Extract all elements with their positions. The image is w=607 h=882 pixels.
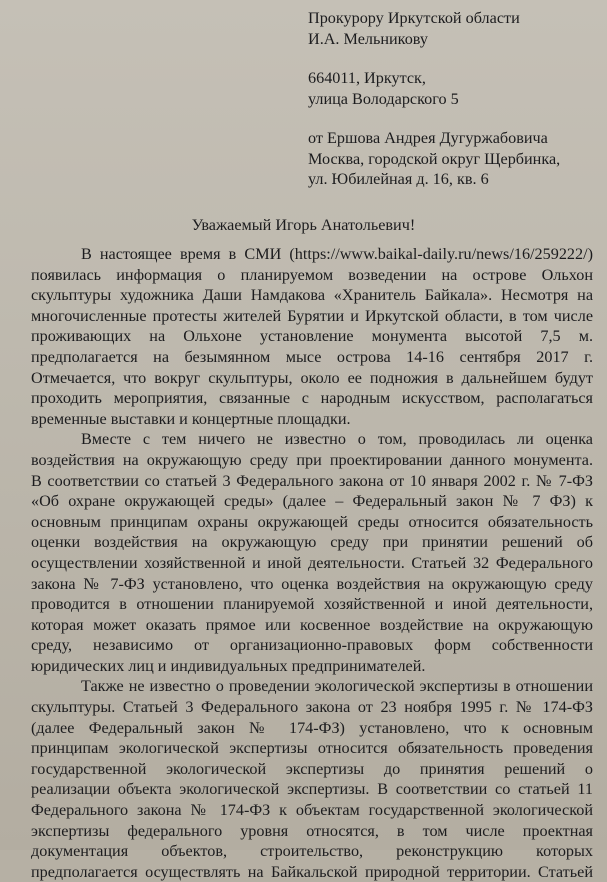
addressee-block [308, 8, 603, 190]
paragraph-line: документация объектов, строительство, реконструкцию которых [31, 842, 593, 861]
paragraph-line: воздействия на окружающую среду при проектировании данного монумента. [31, 450, 593, 469]
paragraph-line: которая может оказать прямое или косвенное воздействие на окружающую [31, 615, 593, 634]
paragraph-line: появилась информация о планируемом возведении на острове Ольхон [31, 265, 593, 284]
paragraph-line: государственной экологической экспертизы до принятия решений о [31, 759, 593, 778]
paragraph-line: осуществлении хозяйственной и иной деятельности. Статьей 32 Федерального [31, 553, 593, 572]
paragraph-line: скульптуры художника Даши Намдакова «Хранитель Байкала». Несмотря на [31, 286, 593, 305]
addressee-line: от Ершова Андрея Дугуржабовича [308, 129, 548, 147]
paragraph-line: временные выставки и концертные площадки. [31, 409, 351, 428]
paragraph-line: основным принципам охраны окружающей среды относится обязательность [31, 512, 593, 531]
addressee-line: Москва, городской округ Щербинка, [308, 149, 561, 168]
paragraph [31, 244, 593, 429]
paragraph-line: проживающих на Ольхоне установление монумента высотой 7,5 м. [31, 327, 593, 346]
paragraph-line: юридических лиц и индивидуальных предпринимателей. [31, 656, 426, 675]
paragraph-line: (далее Федеральный закон № 174-ФЗ) установлено, что к основным [31, 718, 593, 737]
paragraph-line: предполагается на безымянном мысе острова 14-16 сентября 2017 г. [31, 347, 593, 366]
addressee-gap [308, 109, 603, 128]
paragraph-line: Федерального закона № 174-ФЗ к объектам государственной экологической [31, 801, 593, 820]
addressee-line: Прокурору Иркутской области [308, 9, 520, 27]
paragraph-line: среду, независимо от организационно-правовых форм собственности [31, 636, 593, 655]
paragraph-line: проводится в отношении планируемой хозяйственной и иной деятельности, [31, 595, 593, 614]
paragraph-line: принципам экологической экспертизы относится обязательность проведения [31, 739, 593, 758]
paragraph-line: Вместе с тем ничего не известно о том, проводилась ли оценка [81, 430, 593, 449]
paragraph-line: предполагается осуществлять на Байкальской природной территории. Статьей [31, 862, 593, 881]
addressee-line: 664011, Иркутск, [308, 69, 426, 87]
paragraph [31, 429, 593, 676]
paragraph-line: Отмечается, что вокруг скульптуры, около ее подножия в дальнейшем будут [31, 368, 593, 387]
addressee-gap [308, 49, 603, 68]
paragraph-line: реализации объекта экологической экспертизы. В соответствии со статьей 11 [31, 780, 593, 799]
paragraph-line: Также не известно о проведении экологической экспертизы в отношении [81, 677, 593, 696]
paragraph-line: проходить мероприятия, связанные с народным искусством, располагаться [31, 389, 593, 408]
paragraph-line: В соответствии со статьей 3 Федерального закона от 10 января 2002 г. № 7-ФЗ [31, 471, 593, 490]
paragraph-line: скульптуры. Статьей 3 Федерального закона от 23 ноября 1995 г. № 174-ФЗ [31, 698, 593, 717]
paragraph-line: «Об охране окружающей среды» (далее – Федеральный закон № 7 ФЗ) к [31, 492, 593, 511]
letter-body [31, 244, 593, 882]
paragraph-line: экспертизы федерального уровня относятся, в том числе проектная [31, 821, 593, 840]
salutation: Уважаемый Игорь Анатольевич! [191, 216, 416, 234]
paragraph-line: закона № 7-ФЗ установлено, что оценка воздействия на окружающую среду [31, 574, 593, 593]
paragraph-line: оценки воздействия на окружающую среду при принятии решений об [31, 533, 593, 552]
paragraph-line: В настоящее время в СМИ (https://www.baikal-daily.ru/news/16/259222/) [81, 245, 593, 263]
addressee-line: улица Володарского 5 [308, 89, 459, 108]
addressee-line: И.А. Мельникову [308, 29, 428, 48]
addressee-line: ул. Юбилейная д. 16, кв. 6 [308, 170, 489, 188]
paragraph [31, 676, 593, 882]
paragraph-line: многочисленные протесты жителей Бурятии и Иркутской области, в том числе [31, 306, 593, 325]
